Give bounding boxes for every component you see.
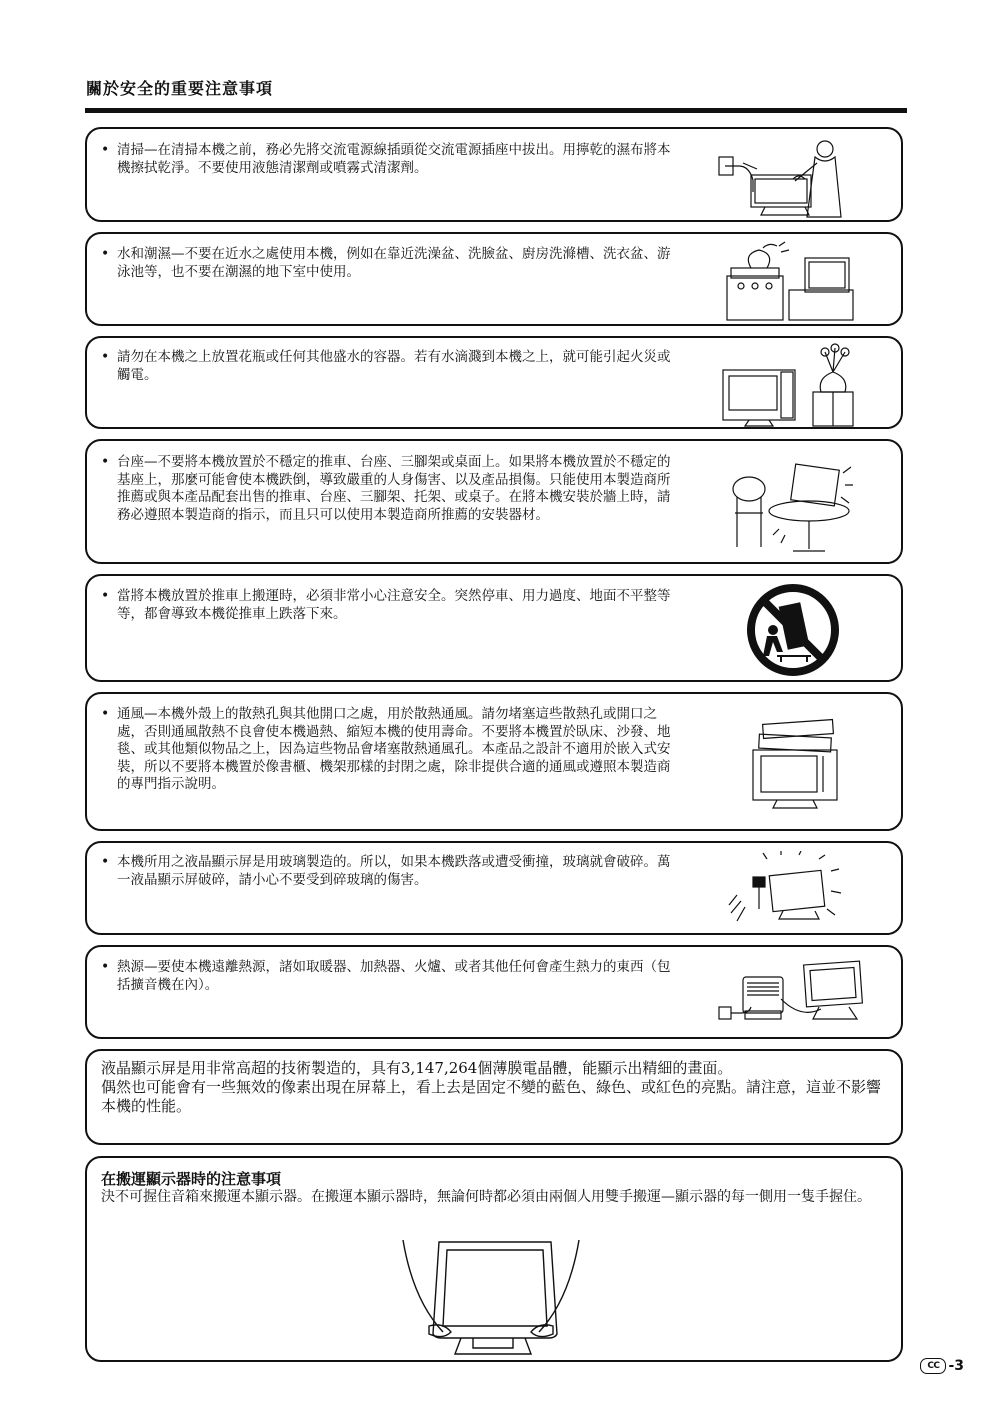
transport-body: 決不可握住音箱來搬運本顯示器。在搬運本顯示器時，無論何時都必須由兩個人用雙手搬運—顯示器的每一側用一隻手握住。	[101, 1189, 871, 1205]
warning-box-stand	[85, 439, 903, 564]
transport-box	[85, 1156, 903, 1362]
warning-text-stand: • 台座—不要將本機放置於不穩定的推車、台座、三腳架或桌面上。如果將本機放置於不穩定的基座上，那麼可能會使本機跌倒，導致嚴重的人身傷害、以及產品損傷。只能使用本製造商所推薦或與本產品配套出售的推車、台座、三腳架、托架、或桌子。在將本機安裝於牆上時，請務必遵照本製造商的指示，而且只可以使用本製造商所推薦的安裝器材。	[101, 454, 683, 524]
vase-illustration	[719, 342, 859, 428]
heat-illustration	[715, 955, 865, 1035]
ventilation-illustration	[747, 714, 843, 814]
warning-text-cleaning: • 清掃—在清掃本機之前，務必先將交流電源線插頭從交流電源插座中拔出。用擰乾的濕布將本機擦拭乾淨。不要使用液態清潔劑或噴霧式清潔劑。	[101, 142, 683, 177]
stand-illustration	[723, 453, 855, 557]
page-number-text: -3	[948, 1358, 964, 1374]
page-title: 關於安全的重要注意事項	[86, 79, 274, 98]
warning-box-glass	[85, 841, 903, 935]
title-rule	[85, 108, 907, 113]
lcd-note-line2: 偶然也可能會有一些無效的像素出現在屏幕上，看上去是固定不變的藍色、綠色、或紅色的亮點。請注意，這並不影響本機的性能。	[101, 1078, 882, 1115]
glass-illustration	[723, 851, 843, 931]
warning-box-heat	[85, 945, 903, 1039]
cart-warning-icon	[743, 582, 843, 678]
transport-title: 在搬運顯示器時的注意事項	[101, 1170, 282, 1188]
warning-box-cart	[85, 574, 903, 682]
warning-text-water: • 水和潮濕—不要在近水之處使用本機，例如在靠近洗澡盆、洗臉盆、廚房洗滌槽、洗衣盆、游泳池等，也不要在潮濕的地下室中使用。	[101, 246, 683, 281]
warning-box-water	[85, 232, 903, 326]
warning-text-heat: • 熱源—要使本機遠離熱源，諸如取暖器、加熱器、火爐、或者其他任何會產生熱力的東西（包括擴音機在內）。	[101, 959, 683, 994]
lcd-note-line1: 液晶顯示屏是用非常高超的技術製造的，具有3,147,264個薄膜電晶體，能顯示出精細的畫面。	[101, 1059, 733, 1077]
language-badge-icon: CC	[920, 1358, 946, 1374]
warning-box-ventilation	[85, 692, 903, 831]
warning-text-cart: • 當將本機放置於推車上搬運時，必須非常小心注意安全。突然停車、用力過度、地面不平整等等，都會導致本機從推車上跌落下來。	[101, 588, 683, 623]
warning-box-vase	[85, 336, 903, 429]
warning-text-ventilation: • 通風—本機外殼上的散熱孔與其他開口之處，用於散熱通風。請勿堵塞這些散熱孔或開口之處，否則通風散熱不良會使本機過熱、縮短本機的使用壽命。不要將本機置於臥床、沙發、地毯、或其他類似物品之上，因為這些物品會堵塞散熱通風孔。本產品之設計不適用於嵌入式安裝，所以不要將本機置於像書櫃、機架那樣的封閉之處，除非提供合適的通風或遵照本製造商的專門指示說明。	[101, 706, 683, 794]
lcd-note-text	[101, 1059, 887, 1116]
water-illustration	[723, 240, 859, 324]
warning-text-vase: • 請勿在本機之上放置花瓶或任何其他盛水的容器。若有水滴濺到本機之上，就可能引起火災或觸電。	[101, 349, 683, 384]
warning-box-cleaning	[85, 127, 903, 222]
page-number	[920, 1358, 964, 1374]
cleaning-illustration	[715, 133, 845, 219]
two-hand-carry-illustration	[389, 1238, 589, 1358]
warning-text-glass: • 本機所用之液晶顯示屏是用玻璃製造的。所以，如果本機跌落或遭受衝撞，玻璃就會破碎。萬一液晶顯示屏破碎，請小心不要受到碎玻璃的傷害。	[101, 854, 683, 889]
lcd-note-box	[85, 1049, 903, 1145]
